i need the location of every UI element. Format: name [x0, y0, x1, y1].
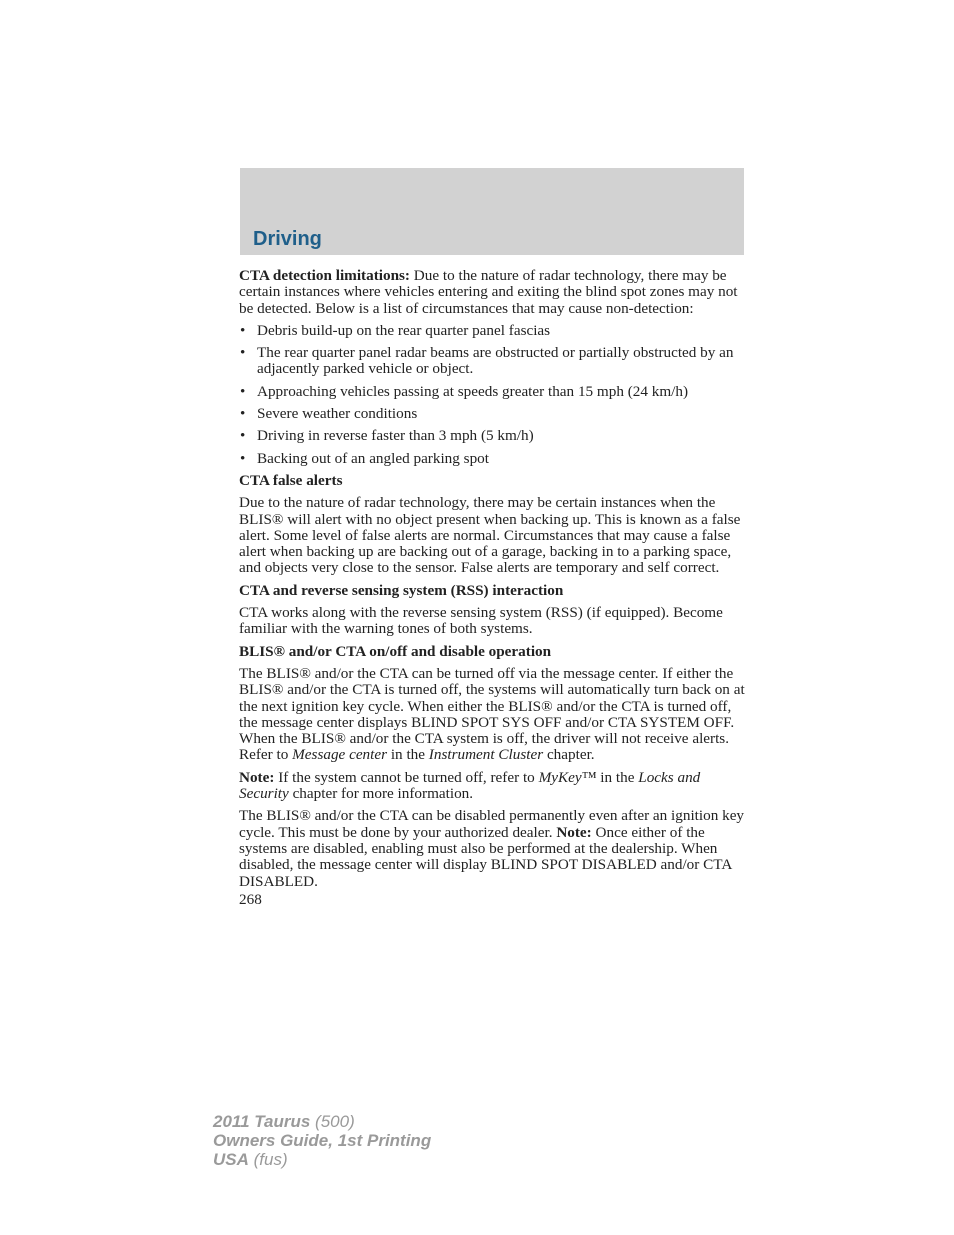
mykey-ref: MyKey — [538, 768, 582, 786]
detection-limitations-paragraph — [239, 268, 745, 317]
note-label: Note: — [239, 768, 275, 786]
onoff-text-end: chapter. — [543, 746, 595, 764]
detection-limitations-lead: CTA detection limitations: — [239, 267, 410, 284]
disable-paragraph — [239, 808, 745, 889]
note-text-connector: ™ in the — [581, 768, 639, 786]
note-text-end: chapter for more information. — [288, 785, 474, 803]
rss-heading: CTA and reverse sensing system (RSS) interaction — [239, 581, 564, 599]
onoff-heading: BLIS® and/or CTA on/off and disable operation — [239, 642, 552, 660]
list-item: • Backing out of an angled parking spot — [239, 451, 745, 467]
detection-limitations-text: Due to the nature of radar technology, there may be certain instances where vehicles entering and exiting the blind spot zones may not be detected. Below is a list of circumstances that may cause non-detection: — [239, 267, 738, 317]
footer-model: 2011 Taurus — [213, 1112, 311, 1131]
footer-region: USA — [213, 1150, 249, 1169]
false-alerts-heading: CTA false alerts — [239, 471, 343, 489]
footer-region-line — [213, 1150, 431, 1169]
list-item: • Severe weather conditions — [239, 406, 745, 422]
list-item: • The rear quarter panel radar beams are obstructed or partially obstructed by an adjacently parked vehicle or object. — [239, 345, 745, 378]
list-item: • Debris build-up on the rear quarter panel fascias — [239, 323, 745, 339]
non-detection-list — [239, 323, 745, 467]
disable-note-label: Note: — [556, 823, 592, 841]
list-item: • Driving in reverse faster than 3 mph (5 km/h) — [239, 428, 745, 444]
onoff-text-connector: in the — [387, 746, 429, 764]
message-center-ref: Message center — [292, 746, 388, 764]
note-paragraph — [239, 770, 745, 803]
note-text: If the system cannot be turned off, refer to — [274, 768, 539, 786]
footer-region-code: (fus) — [248, 1150, 288, 1169]
footer — [213, 1112, 431, 1169]
locks-security-ref: Locks and Security — [239, 768, 701, 803]
false-alerts-paragraph: Due to the nature of radar technology, there may be certain instances when the BLIS® will alert with no object present when backing up. This is known as a false alert. Some level of false alerts are normal. Circumstances that may cause a false alert when backing up are backing out of a garage, backing in to a parking space, and objects very close to the sensor. False alerts are temporary and self correct. — [239, 494, 741, 577]
disable-note-text: Once either of the systems are disabled, enabling must also be performed at the dealership. When disabled, the message center will display BLIND SPOT DISABLED and/or CTA DISABLED. — [239, 823, 732, 890]
list-item: • Approaching vehicles passing at speeds greater than 15 mph (24 km/h) — [239, 384, 745, 400]
instrument-cluster-ref: Instrument Cluster — [428, 746, 544, 764]
rss-paragraph: CTA works along with the reverse sensing system (RSS) (if equipped). Become familiar with the warning tones of both systems. — [239, 604, 723, 638]
footer-model-line — [213, 1112, 431, 1131]
footer-guide: Owners Guide, 1st Printing — [213, 1131, 432, 1150]
footer-model-code: (500) — [310, 1112, 355, 1131]
disable-text: The BLIS® and/or the CTA can be disabled permanently even after an ignition key cycle. This must be done by your authorized dealer. — [239, 807, 745, 841]
onoff-text: The BLIS® and/or the CTA can be turned off via the message center. If either the BLIS® and/or the CTA is turned off, the systems will automatically turn back on at the next ignition key cycle. When either the BLIS® and/or the CTA is turned off, the message center displays BLIND SPOT SYS OFF and/or CTA SYSTEM OFF. When the BLIS® and/or the CTA system is off, the driver will not receive alerts. Refer to — [239, 664, 745, 764]
onoff-paragraph — [239, 666, 745, 764]
page-content — [239, 268, 745, 908]
page-number: 268 — [239, 890, 262, 908]
footer-guide-line — [213, 1131, 431, 1150]
section-header-band — [240, 168, 744, 255]
section-title: Driving — [253, 228, 322, 250]
